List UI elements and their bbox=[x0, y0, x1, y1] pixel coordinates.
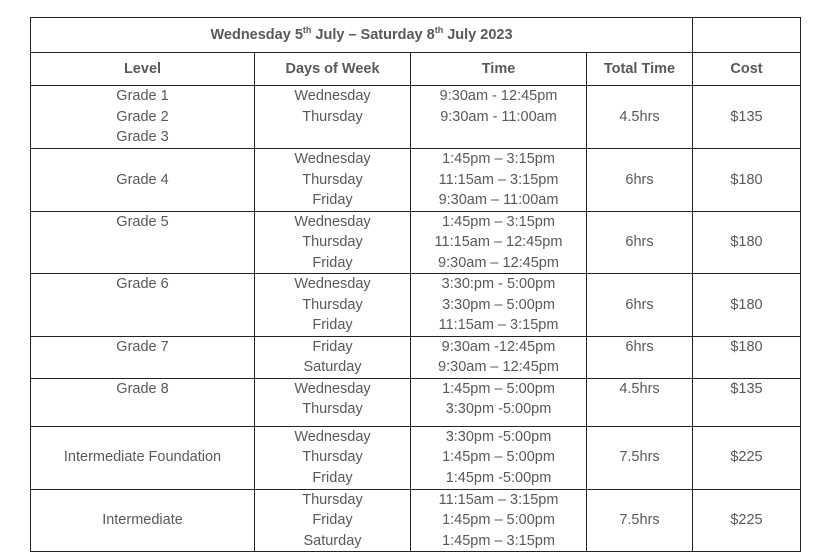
day-text: Friday bbox=[312, 512, 353, 528]
title-empty-cell bbox=[693, 18, 801, 53]
time-cell bbox=[411, 336, 587, 378]
cost-cell: $180 bbox=[693, 274, 801, 337]
day-text: Wednesday bbox=[294, 88, 371, 105]
cost-cell: $180 bbox=[693, 211, 801, 274]
table-row bbox=[31, 426, 801, 489]
cost-cell: $180 bbox=[693, 149, 801, 212]
level-text: Intermediate Foundation bbox=[63, 449, 222, 466]
table-row bbox=[31, 489, 801, 552]
day-text: Friday bbox=[312, 254, 353, 271]
table-row bbox=[31, 149, 801, 212]
level-cell bbox=[31, 336, 255, 378]
day-text: Thursday bbox=[302, 108, 363, 125]
days-cell bbox=[255, 336, 411, 378]
table-row bbox=[31, 86, 801, 149]
day-text: Friday bbox=[312, 317, 353, 333]
level-text: Grade 1 bbox=[116, 88, 169, 105]
time-cell bbox=[411, 86, 587, 149]
time-text: 9:30am – 12:45pm bbox=[438, 359, 559, 375]
cost-cell: $135 bbox=[693, 86, 801, 149]
day-text: Wednesday bbox=[294, 276, 371, 292]
schedule-table bbox=[30, 17, 801, 552]
level-text: Grade 3 bbox=[116, 129, 169, 146]
table-title-row bbox=[31, 18, 801, 53]
day-text: Thursday bbox=[302, 296, 363, 313]
day-text: Saturday bbox=[303, 359, 362, 375]
day-text: Thursday bbox=[302, 234, 363, 250]
time-text: 1:45pm – 3:15pm bbox=[442, 532, 555, 549]
time-cell bbox=[411, 149, 587, 212]
level-text: Intermediate bbox=[102, 512, 183, 528]
level-cell bbox=[31, 274, 255, 337]
day-text: Thursday bbox=[302, 401, 363, 417]
level-text: Grade 8 bbox=[116, 380, 169, 397]
time-text: 9:30am – 12:45pm bbox=[438, 254, 559, 271]
time-text: 9:30am – 11:00am bbox=[438, 192, 559, 208]
level-cell bbox=[31, 426, 255, 489]
cost-cell: $225 bbox=[693, 426, 801, 489]
day-text: Wednesday bbox=[294, 213, 371, 230]
total-time-cell: 6hrs bbox=[587, 149, 693, 212]
day-text: Thursday bbox=[302, 171, 363, 188]
total-time-cell: 7.5hrs bbox=[587, 489, 693, 552]
day-text: Wednesday bbox=[294, 151, 371, 167]
days-cell bbox=[255, 378, 411, 426]
total-time-cell: 4.5hrs bbox=[587, 86, 693, 149]
time-text: 3:30pm – 5:00pm bbox=[442, 296, 555, 313]
total-time-cell: 4.5hrs bbox=[587, 378, 693, 426]
time-text: 11:15am – 3:15pm bbox=[438, 317, 559, 333]
time-cell bbox=[411, 489, 587, 552]
day-text: Thursday bbox=[302, 491, 363, 508]
table-header-row bbox=[31, 53, 801, 86]
day-text: Thursday bbox=[302, 449, 363, 466]
header-level: Level bbox=[31, 53, 255, 86]
days-cell bbox=[255, 211, 411, 274]
time-text: 3:30pm -5:00pm bbox=[445, 401, 552, 417]
days-cell bbox=[255, 489, 411, 552]
time-text: 1:45pm – 3:15pm bbox=[442, 151, 555, 167]
time-text: 9:30am - 12:45pm bbox=[439, 88, 558, 105]
time-text: 11:15am – 3:15pm bbox=[438, 171, 559, 188]
level-cell bbox=[31, 149, 255, 212]
days-cell bbox=[255, 86, 411, 149]
cost-cell: $135 bbox=[693, 378, 801, 426]
level-cell bbox=[31, 378, 255, 426]
table-row bbox=[31, 378, 801, 426]
table-row bbox=[31, 336, 801, 378]
time-cell bbox=[411, 426, 587, 489]
day-text: Friday bbox=[312, 469, 353, 486]
table-title: Wednesday 5th July – Saturday 8th July 2023 bbox=[31, 18, 693, 53]
time-text: 9:30am -12:45pm bbox=[441, 338, 556, 355]
time-text: 1:45pm – 3:15pm bbox=[442, 213, 555, 230]
total-time-cell: 6hrs bbox=[587, 274, 693, 337]
header-days: Days of Week bbox=[255, 53, 411, 86]
time-text: 3:30pm -5:00pm bbox=[445, 428, 552, 445]
day-text: Wednesday bbox=[294, 380, 371, 397]
cost-cell: $225 bbox=[693, 489, 801, 552]
level-text: Grade 2 bbox=[116, 108, 169, 125]
days-cell bbox=[255, 149, 411, 212]
time-text: 3:30:pm - 5:00pm bbox=[441, 276, 556, 292]
total-time-cell: 6hrs bbox=[587, 336, 693, 378]
time-text: 1:45pm – 5:00pm bbox=[442, 449, 555, 466]
level-cell bbox=[31, 211, 255, 274]
total-time-cell: 7.5hrs bbox=[587, 426, 693, 489]
cost-cell: $180 bbox=[693, 336, 801, 378]
level-text: Grade 6 bbox=[116, 276, 169, 292]
level-text: Grade 5 bbox=[116, 213, 169, 230]
day-text: Saturday bbox=[303, 532, 362, 549]
days-cell bbox=[255, 426, 411, 489]
time-text: 1:45pm – 5:00pm bbox=[442, 380, 555, 397]
time-text: 9:30am - 11:00am bbox=[440, 108, 557, 125]
level-text: Grade 4 bbox=[116, 171, 169, 188]
table-row bbox=[31, 211, 801, 274]
total-time-cell: 6hrs bbox=[587, 211, 693, 274]
time-text: 1:45pm – 5:00pm bbox=[442, 512, 555, 528]
day-text: Friday bbox=[312, 192, 353, 208]
time-text: 11:15am – 12:45pm bbox=[434, 234, 563, 250]
header-cost: Cost bbox=[693, 53, 801, 86]
level-text: Grade 7 bbox=[116, 338, 169, 355]
time-text: 1:45pm -5:00pm bbox=[445, 469, 552, 486]
level-cell bbox=[31, 86, 255, 149]
day-text: Friday bbox=[312, 338, 353, 355]
time-cell bbox=[411, 274, 587, 337]
level-cell bbox=[31, 489, 255, 552]
table-row bbox=[31, 274, 801, 337]
time-cell bbox=[411, 378, 587, 426]
header-total-time: Total Time bbox=[587, 53, 693, 86]
day-text: Wednesday bbox=[294, 428, 371, 445]
days-cell bbox=[255, 274, 411, 337]
header-time: Time bbox=[411, 53, 587, 86]
time-cell bbox=[411, 211, 587, 274]
time-text: 11:15am – 3:15pm bbox=[438, 491, 559, 508]
